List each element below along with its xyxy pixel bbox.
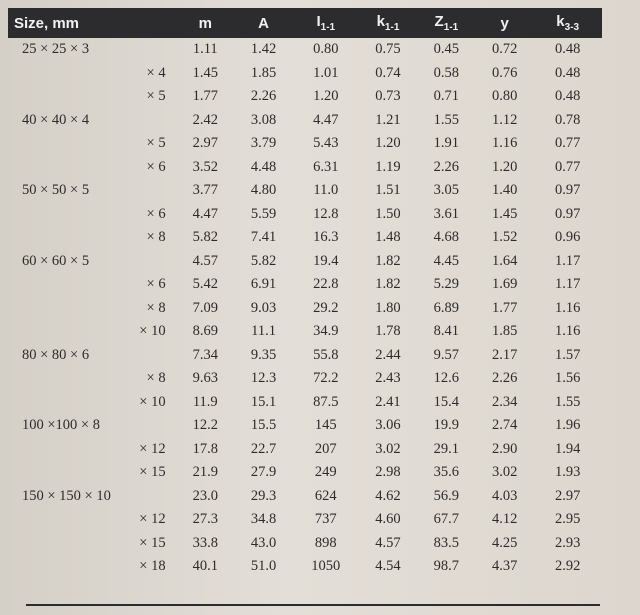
- cell-size: × 8: [146, 299, 166, 316]
- cell-size: × 15: [139, 534, 166, 551]
- header-z11: [417, 8, 476, 38]
- cell-m: 27.3: [192, 511, 218, 528]
- cell-size: 80 × 80 × 6: [22, 346, 90, 363]
- header-k33: [533, 8, 602, 38]
- cell-k33: 0.77: [555, 135, 581, 152]
- cell-m: 4.57: [192, 252, 218, 269]
- cell-k11: 1.21: [375, 111, 401, 128]
- table-row: [8, 226, 602, 250]
- cell-m: 1.77: [192, 88, 218, 105]
- cell-size: 50 × 50 × 5: [22, 182, 90, 199]
- cell-z11: 12.6: [433, 370, 460, 387]
- cell-k11: 2.98: [375, 464, 401, 481]
- cell-m: 7.34: [192, 346, 218, 363]
- cell-y: 0.72: [491, 41, 518, 58]
- cell-k11: 1.78: [375, 323, 401, 340]
- cell-y: 1.69: [491, 276, 518, 293]
- table-row: [8, 132, 602, 156]
- cell-y: 4.25: [491, 534, 518, 551]
- cell-y: 1.16: [491, 135, 518, 152]
- table-row: [8, 461, 602, 485]
- cell-size: 40 × 40 × 4: [22, 111, 90, 128]
- cell-size: × 6: [146, 276, 166, 293]
- cell-size: × 6: [146, 158, 166, 175]
- cell-k33: 1.17: [555, 276, 581, 293]
- cell-m: 3.77: [192, 182, 218, 199]
- cell-k33: 0.48: [555, 64, 581, 81]
- cell-y: 2.74: [491, 417, 518, 434]
- table-row: [8, 367, 602, 391]
- cell-y: 2.34: [491, 393, 518, 410]
- cell-k11: 3.02: [375, 440, 401, 457]
- cell-k11: 4.54: [375, 558, 401, 575]
- cell-m: 9.63: [192, 370, 218, 387]
- cell-y: 1.12: [491, 111, 518, 128]
- cell-z11: 3.61: [433, 205, 460, 222]
- cell-i11: 1050: [311, 558, 341, 575]
- cell-size: 60 × 60 × 5: [22, 252, 90, 269]
- cell-i11: 0.80: [313, 41, 339, 58]
- cell-a: 7.41: [250, 229, 277, 246]
- cell-k33: 0.97: [555, 205, 581, 222]
- cell-a: 15.1: [250, 393, 277, 410]
- cell-i11: 145: [314, 417, 337, 434]
- cell-k11: 1.80: [375, 299, 401, 316]
- cell-z11: 19.9: [433, 417, 460, 434]
- cell-size: × 8: [146, 229, 166, 246]
- cell-k33: 2.93: [555, 534, 581, 551]
- table-row: [8, 555, 602, 579]
- cell-size: × 8: [146, 370, 166, 387]
- table-row: [8, 485, 602, 509]
- cell-k33: 1.93: [555, 464, 581, 481]
- cell-k11: 4.57: [375, 534, 401, 551]
- cell-y: 0.76: [491, 64, 518, 81]
- cell-k33: 1.16: [555, 323, 581, 340]
- cell-a: 27.9: [250, 464, 277, 481]
- cell-k33: 2.92: [555, 558, 581, 575]
- table-row: [8, 508, 602, 532]
- cell-z11: 35.6: [433, 464, 460, 481]
- header-size: Size, mm: [14, 14, 80, 32]
- cell-z11: 4.45: [433, 252, 460, 269]
- cell-i11: 55.8: [313, 346, 339, 363]
- cell-i11: 898: [314, 534, 337, 551]
- cell-i11: 12.8: [313, 205, 339, 222]
- cell-y: 1.64: [491, 252, 518, 269]
- cell-z11: 3.05: [433, 182, 460, 199]
- cell-z11: 98.7: [433, 558, 460, 575]
- cell-i11: 29.2: [313, 299, 339, 316]
- cell-z11: 6.89: [433, 299, 460, 316]
- table-row: [8, 156, 602, 180]
- cell-a: 5.59: [250, 205, 277, 222]
- table-row: [8, 109, 602, 133]
- cell-k33: 0.96: [555, 229, 581, 246]
- cell-y: 2.26: [491, 370, 518, 387]
- cell-i11: 22.8: [313, 276, 339, 293]
- header-k11: [359, 8, 416, 38]
- table-row: [8, 179, 602, 203]
- table-row: [8, 297, 602, 321]
- cell-a: 43.0: [250, 534, 277, 551]
- header-k33-symbol: k: [556, 13, 565, 30]
- cell-k11: 1.20: [375, 135, 401, 152]
- cell-y: 3.02: [491, 464, 518, 481]
- cell-k11: 4.60: [375, 511, 401, 528]
- cell-k33: 0.77: [555, 158, 581, 175]
- cell-m: 33.8: [192, 534, 218, 551]
- cell-m: 1.11: [192, 41, 218, 58]
- cell-z11: 0.45: [433, 41, 460, 58]
- cell-k11: 2.41: [375, 393, 401, 410]
- cell-size: 25 × 25 × 3: [22, 41, 90, 58]
- table-header-row: [8, 8, 602, 38]
- table-row: [8, 203, 602, 227]
- angle-properties-table: [8, 8, 602, 579]
- cell-i11: 87.5: [313, 393, 339, 410]
- cell-a: 9.35: [250, 346, 277, 363]
- cell-k11: 1.48: [375, 229, 401, 246]
- cell-k11: 0.73: [375, 88, 401, 105]
- cell-k33: 1.94: [555, 440, 581, 457]
- cell-y: 1.45: [491, 205, 518, 222]
- cell-y: 1.52: [491, 229, 518, 246]
- cell-k11: 1.82: [375, 276, 401, 293]
- cell-a: 51.0: [250, 558, 277, 575]
- cell-k33: 1.56: [555, 370, 581, 387]
- cell-a: 4.80: [250, 182, 277, 199]
- cell-size: × 15: [139, 464, 166, 481]
- cell-z11: 5.29: [433, 276, 460, 293]
- cell-a: 22.7: [250, 440, 277, 457]
- header-z11-symbol: Z: [434, 13, 444, 30]
- cell-k11: 1.19: [375, 158, 401, 175]
- cell-m: 1.45: [192, 64, 218, 81]
- cell-k11: 3.06: [375, 417, 401, 434]
- cell-i11: 5.43: [313, 135, 339, 152]
- cell-y: 1.40: [491, 182, 518, 199]
- cell-a: 12.3: [250, 370, 277, 387]
- cell-i11: 34.9: [313, 323, 339, 340]
- cell-k33: 2.97: [555, 487, 581, 504]
- table-row: [8, 391, 602, 415]
- cell-size: × 12: [139, 511, 166, 528]
- cell-size: × 4: [146, 64, 166, 81]
- cell-z11: 83.5: [433, 534, 460, 551]
- cell-z11: 67.7: [433, 511, 460, 528]
- table-row: [8, 250, 602, 274]
- cell-k33: 1.55: [555, 393, 581, 410]
- cell-size: × 5: [146, 135, 166, 152]
- cell-i11: 737: [314, 511, 337, 528]
- cell-m: 3.52: [192, 158, 218, 175]
- cell-a: 9.03: [250, 299, 277, 316]
- cell-k33: 1.16: [555, 299, 581, 316]
- cell-a: 34.8: [250, 511, 277, 528]
- cell-y: 2.17: [491, 346, 518, 363]
- cell-a: 1.85: [250, 64, 277, 81]
- header-k11-symbol: k: [376, 13, 385, 30]
- cell-k11: 4.62: [375, 487, 401, 504]
- cell-i11: 1.20: [313, 88, 339, 105]
- table-row: [8, 344, 602, 368]
- cell-i11: 19.4: [313, 252, 339, 269]
- cell-a: 6.91: [250, 276, 277, 293]
- cell-z11: 0.58: [433, 64, 460, 81]
- cell-m: 23.0: [192, 487, 218, 504]
- table-body: [8, 38, 602, 579]
- cell-size: × 6: [146, 205, 166, 222]
- cell-k33: 0.48: [555, 88, 581, 105]
- cell-a: 15.5: [250, 417, 277, 434]
- cell-i11: 11.0: [313, 182, 339, 199]
- cell-z11: 0.71: [433, 88, 460, 105]
- header-i11: [292, 8, 359, 38]
- cell-k11: 2.44: [375, 346, 401, 363]
- table-row: [8, 414, 602, 438]
- table-row: [8, 532, 602, 556]
- cell-k11: 1.50: [375, 205, 401, 222]
- cell-a: 1.42: [250, 41, 277, 58]
- header-y: y: [500, 14, 509, 32]
- cell-k33: 2.95: [555, 511, 581, 528]
- cell-a: 4.48: [250, 158, 277, 175]
- cell-y: 0.80: [491, 88, 518, 105]
- header-k11-subscript: 1-1: [384, 22, 400, 33]
- cell-y: 4.37: [491, 558, 518, 575]
- cell-size: × 18: [139, 558, 166, 575]
- cell-k33: 1.17: [555, 252, 581, 269]
- cell-z11: 1.55: [433, 111, 460, 128]
- cell-k33: 0.48: [555, 41, 581, 58]
- cell-y: 4.03: [491, 487, 518, 504]
- cell-z11: 1.91: [433, 135, 460, 152]
- cell-z11: 15.4: [433, 393, 460, 410]
- cell-m: 17.8: [192, 440, 218, 457]
- cell-size: × 5: [146, 88, 166, 105]
- header-z11-subscript: 1-1: [443, 22, 459, 33]
- cell-k11: 2.43: [375, 370, 401, 387]
- cell-y: 1.20: [491, 158, 518, 175]
- cell-m: 8.69: [192, 323, 218, 340]
- cell-y: 4.12: [491, 511, 518, 528]
- cell-i11: 207: [314, 440, 337, 457]
- cell-i11: 249: [314, 464, 337, 481]
- cell-a: 3.79: [250, 135, 277, 152]
- cell-size: 100 ×100 × 8: [22, 417, 100, 434]
- cell-i11: 1.01: [313, 64, 339, 81]
- table-row: [8, 38, 602, 62]
- cell-m: 4.47: [192, 205, 218, 222]
- cell-m: 5.42: [192, 276, 218, 293]
- cell-z11: 4.68: [433, 229, 460, 246]
- cell-i11: 16.3: [313, 229, 339, 246]
- cell-k11: 1.51: [375, 182, 401, 199]
- header-i11-subscript: 1-1: [320, 22, 336, 33]
- table-row: [8, 438, 602, 462]
- cell-a: 11.1: [251, 323, 277, 340]
- cell-k11: 1.82: [375, 252, 401, 269]
- cell-k33: 0.97: [555, 182, 581, 199]
- cell-size: × 10: [139, 323, 166, 340]
- cell-m: 40.1: [192, 558, 218, 575]
- cell-a: 5.82: [250, 252, 277, 269]
- table-row: [8, 85, 602, 109]
- cell-m: 11.9: [192, 393, 218, 410]
- cell-m: 2.42: [192, 111, 218, 128]
- cell-size: × 10: [139, 393, 166, 410]
- cell-m: 5.82: [192, 229, 218, 246]
- cell-size: 150 × 150 × 10: [22, 487, 111, 504]
- cell-a: 3.08: [250, 111, 277, 128]
- cell-i11: 6.31: [313, 158, 339, 175]
- cell-y: 1.85: [491, 323, 518, 340]
- cell-i11: 72.2: [313, 370, 339, 387]
- cell-m: 7.09: [192, 299, 218, 316]
- cell-k33: 0.78: [555, 111, 581, 128]
- cell-size: × 12: [139, 440, 166, 457]
- table-row: [8, 320, 602, 344]
- table-row: [8, 273, 602, 297]
- cell-a: 2.26: [250, 88, 277, 105]
- bottom-rule: [26, 604, 600, 606]
- cell-k33: 1.57: [555, 346, 581, 363]
- cell-m: 21.9: [192, 464, 218, 481]
- header-k33-subscript: 3-3: [564, 22, 580, 33]
- cell-i11: 4.47: [313, 111, 339, 128]
- cell-z11: 29.1: [433, 440, 460, 457]
- cell-y: 2.90: [491, 440, 518, 457]
- cell-z11: 2.26: [433, 158, 460, 175]
- cell-i11: 624: [314, 487, 337, 504]
- cell-k11: 0.75: [375, 41, 401, 58]
- table-row: [8, 62, 602, 86]
- cell-k11: 0.74: [375, 64, 401, 81]
- cell-z11: 9.57: [433, 346, 460, 363]
- header-a: A: [258, 14, 270, 32]
- header-m: m: [198, 14, 212, 32]
- cell-k33: 1.96: [555, 417, 581, 434]
- header-i11-symbol: I: [316, 13, 321, 30]
- cell-a: 29.3: [250, 487, 277, 504]
- cell-y: 1.77: [491, 299, 518, 316]
- cell-m: 12.2: [192, 417, 218, 434]
- cell-z11: 56.9: [433, 487, 460, 504]
- cell-z11: 8.41: [433, 323, 460, 340]
- cell-m: 2.97: [192, 135, 218, 152]
